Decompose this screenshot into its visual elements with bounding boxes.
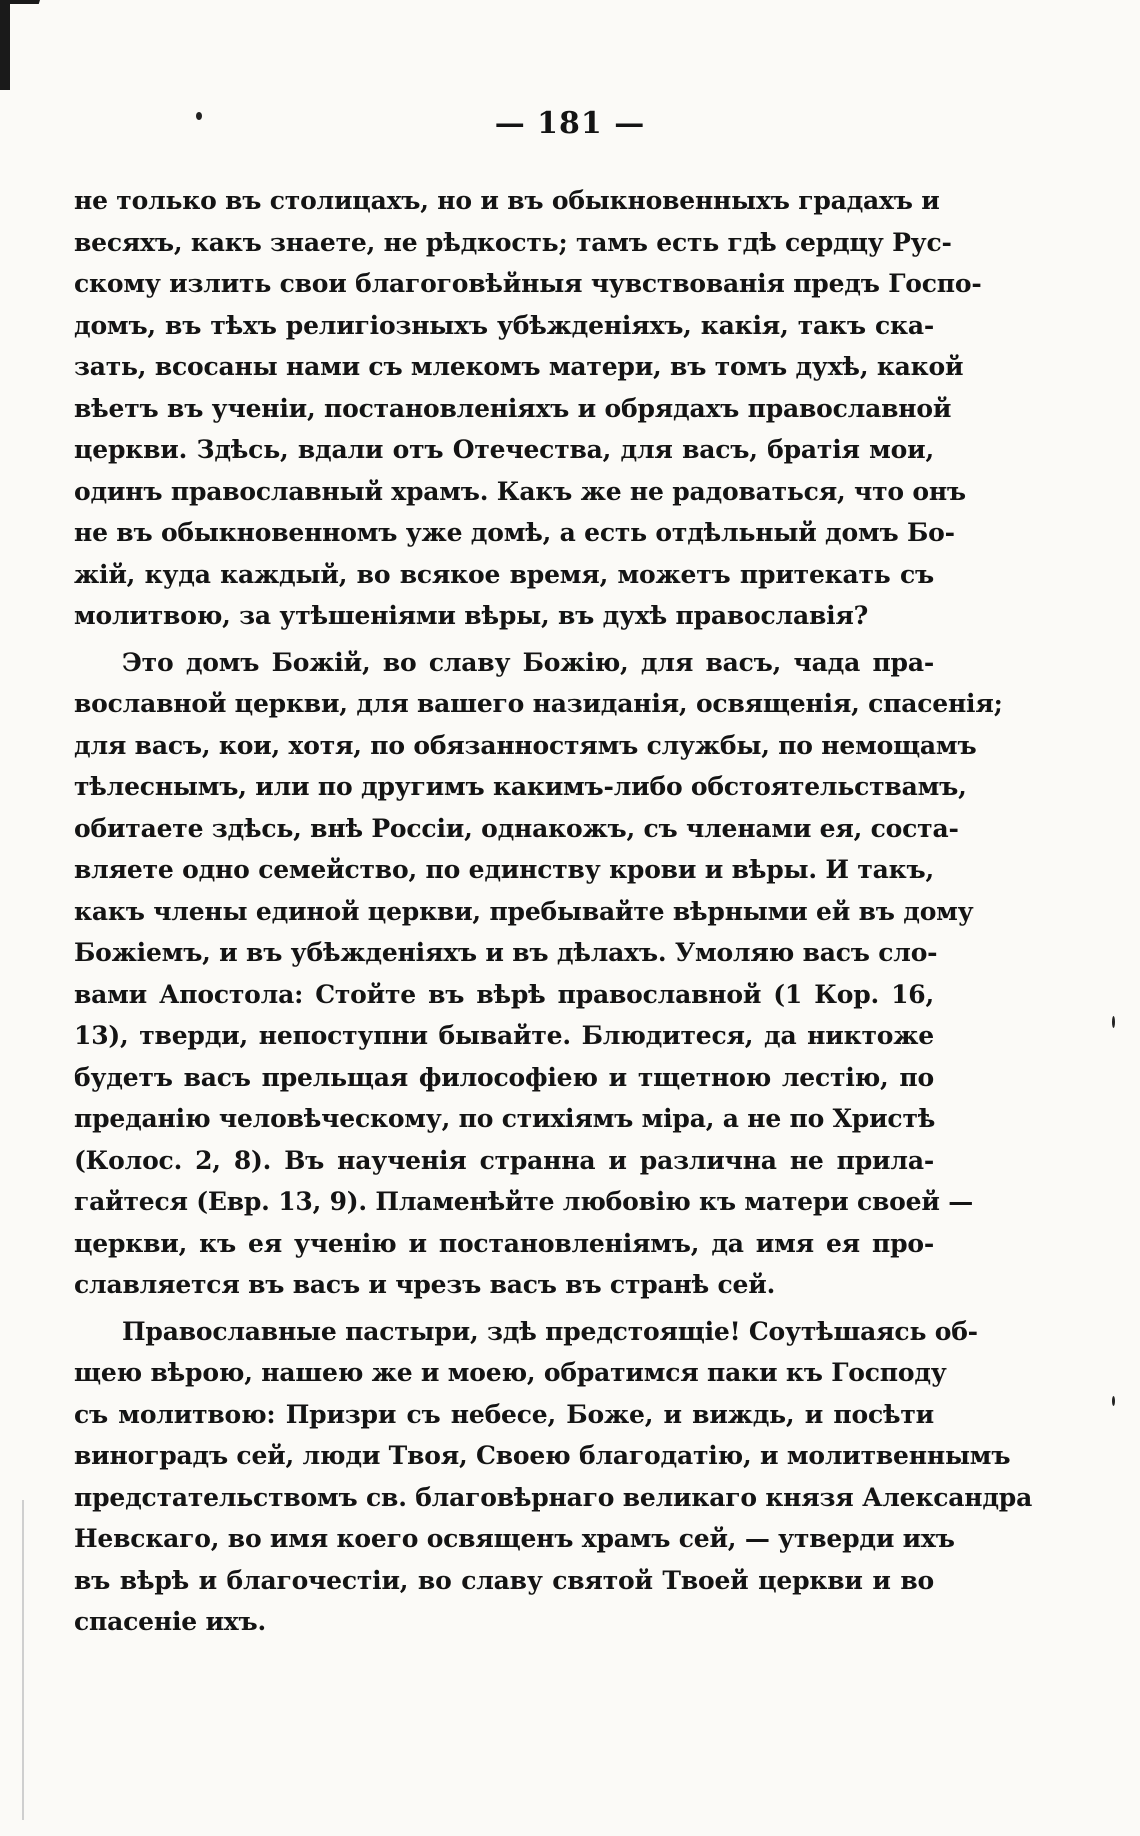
text-line: предстательствомъ св. благовѣрнаго великаго князя Александра	[74, 1482, 1033, 1512]
page-number: — 181 —	[494, 106, 646, 141]
text-line: преданію человѣческому, по стихіямъ міра, а не по Христѣ	[74, 1104, 936, 1133]
text-line: (Колос. 2, 8). Въ наученія странна и различна не прила-	[74, 1145, 934, 1175]
paragraph	[74, 1311, 1033, 1643]
text-line: для васъ, кои, хотя, по обязанностямъ службы, по немощамъ	[74, 730, 977, 760]
text-line: щею вѣрою, нашею же и моею, обратимся паки къ Господу	[74, 1358, 947, 1387]
text-line: Невскаго, во имя коего освященъ храмъ сей, — утверди ихъ	[74, 1524, 955, 1553]
text-line: церкви. Здѣсь, вдали отъ Отечества, для васъ, братія мои,	[74, 435, 934, 464]
text-line: Православные пастыри, здѣ предстоящіе! Соутѣшаясь об-	[122, 1316, 978, 1346]
text-line: не въ обыкновенномъ уже домѣ, а есть отдѣльный домъ Бо-	[74, 518, 955, 547]
text-line: тѣлеснымъ, или по другимъ какимъ-либо обстоятельствамъ,	[74, 772, 967, 801]
text-line: домъ, въ тѣхъ религіозныхъ убѣжденіяхъ, какія, такъ ска-	[74, 310, 934, 340]
text-line: не только въ столицахъ, но и въ обыкновенныхъ градахъ и	[74, 186, 940, 215]
text-line: обитаете здѣсь, внѣ Россіи, однакожъ, съ членами ея, соста-	[74, 813, 959, 843]
text-line: скому излить свои благоговѣйныя чувствованія предъ Госпо-	[74, 269, 982, 298]
text-line: вляете одно семейство, по единству крови и вѣры. И такъ,	[74, 855, 934, 884]
text-line: будетъ васъ прельщая философіею и тщетною лестію, по	[74, 1062, 934, 1092]
scan-speck	[1112, 1396, 1115, 1406]
text-line: вославной церкви, для вашего назиданія, освященія, спасенія;	[74, 689, 1003, 718]
text-line: виноградъ сей, люди Твоя, Своею благодатію, и молитвеннымъ	[74, 1441, 1011, 1470]
text-line: вами Апостола: Стойте въ вѣрѣ православной (1 Кор. 16,	[74, 979, 934, 1009]
text-line: зать, всосаны нами съ млекомъ матери, въ томъ духѣ, какой	[74, 352, 964, 381]
text-line: Это домъ Божій, во славу Божію, для васъ, чада пра-	[122, 647, 934, 677]
text-line: 13), тверди, непоступни бывайте. Блюдитеся, да никтоже	[74, 1021, 934, 1050]
text-line: въ вѣрѣ и благочестіи, во славу святой Твоей церкви и во	[74, 1565, 934, 1595]
text-line: славляется въ васъ и чрезъ васъ въ странѣ сей.	[74, 1270, 776, 1299]
body-text	[74, 180, 1033, 1648]
paragraph	[74, 642, 1003, 1306]
text-line: одинъ православный храмъ. Какъ же не радоваться, что онъ	[74, 476, 966, 506]
text-line: какъ члены единой церкви, пребывайте вѣрными ей въ дому	[74, 896, 974, 926]
text-line: спасеніе ихъ.	[74, 1607, 266, 1636]
text-line: вѣетъ въ ученіи, постановленіяхъ и обрядахъ православной	[74, 393, 952, 423]
scan-speck	[1112, 1016, 1115, 1028]
text-line: молитвою, за утѣшеніями вѣры, въ духѣ православія?	[74, 601, 869, 630]
text-line: гайтеся (Евр. 13, 9). Пламенѣйте любовію къ матери своей —	[74, 1187, 974, 1216]
text-line: Божіемъ, и въ убѣжденіяхъ и въ дѣлахъ. Умоляю васъ сло-	[74, 938, 938, 967]
text-line: весяхъ, какъ знаете, не рѣдкость; тамъ есть гдѣ сердцу Рус-	[74, 227, 952, 257]
scan-edge-line	[22, 1500, 24, 1820]
text-line: жій, куда каждый, во всякое время, можетъ притекать съ	[74, 559, 934, 589]
scan-corner-mark	[0, 0, 40, 90]
paragraph	[74, 180, 982, 637]
text-line: съ молитвою: Призри съ небесе, Боже, и виждь, и посѣти	[74, 1399, 934, 1429]
text-line: церкви, къ ея ученію и постановленіямъ, да имя ея про-	[74, 1228, 934, 1258]
